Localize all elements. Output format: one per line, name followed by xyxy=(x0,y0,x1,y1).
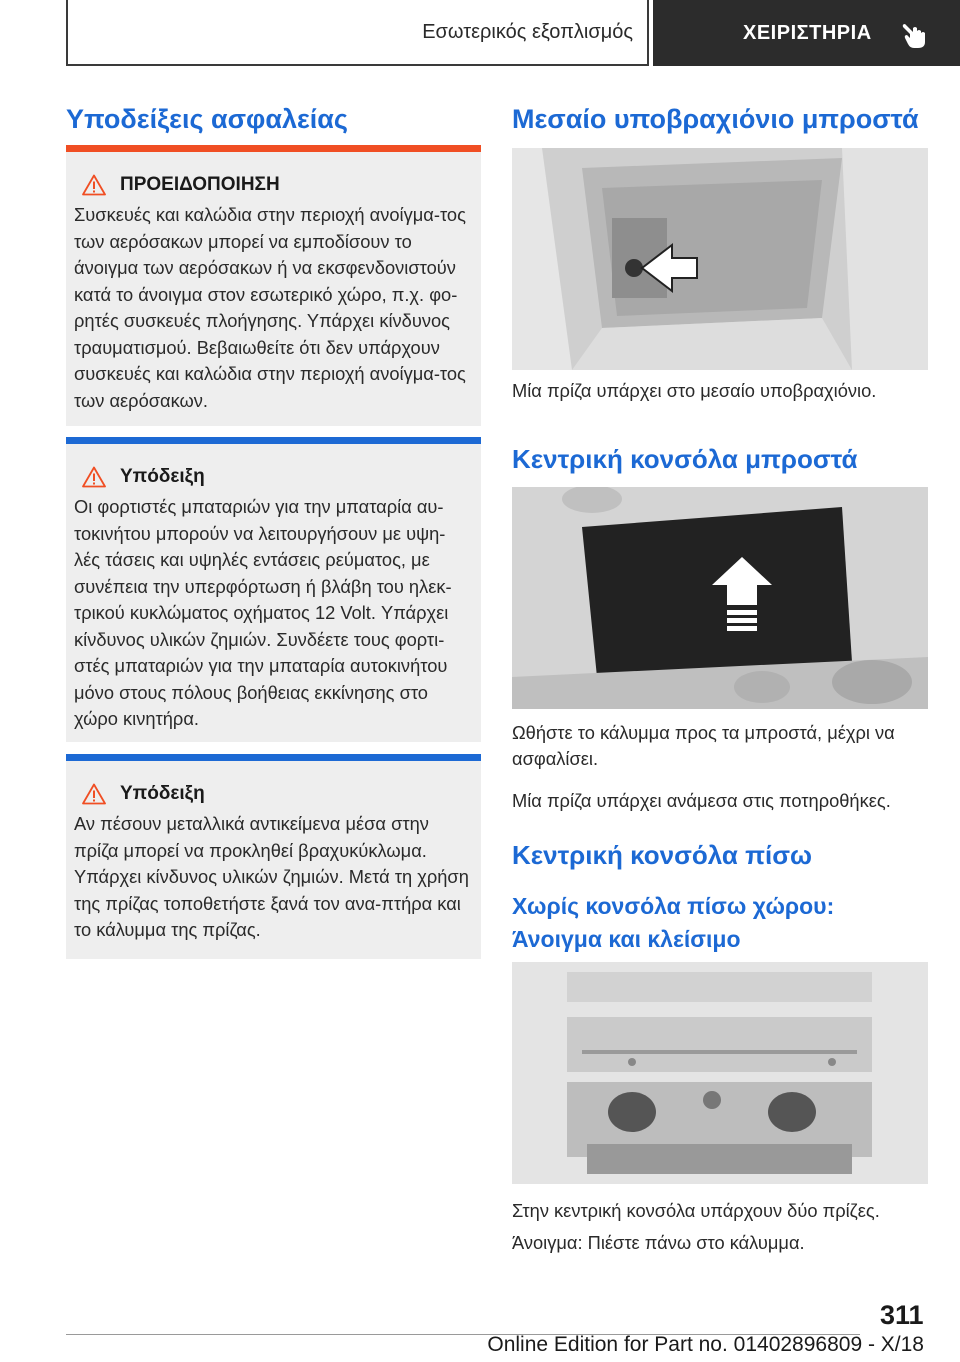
warning-triangle-icon xyxy=(82,174,106,196)
section-title-armrest: Μεσαίο υποβραχιόνιο μπροστά xyxy=(512,104,919,134)
notice-triangle-icon xyxy=(82,466,106,488)
notice-heading-2 xyxy=(74,783,469,805)
front-console-caption-b: Μία πρίζα υπάρχει ανάμεσα στις ποτηροθήκες. xyxy=(512,790,891,811)
header-chapter-tab xyxy=(653,0,960,66)
warning-box xyxy=(66,152,481,426)
warning-text: Συσκευές και καλώδια στην περιοχή ανοίγμα-τος των αερόσακων μπορεί να εμποδίσουν το άνοιγμα των αερόσακων ή να εκσφενδονιστούν κατά το άνοιγμα στον εσωτερικό χώρο, π.χ. φο-ρητές συσκευές πλοήγησης. Υπάρχει κίνδυνος τραυματισμού. Βεβαιωθείτε ότι δεν υπάρχουν συσκευές και καλώδια στην περιοχή ανοίγμα-τος των αερόσακων. xyxy=(74,204,466,411)
rear-console-caption-a: Στην κεντρική κονσόλα υπάρχουν δύο πρίζες. xyxy=(512,1200,880,1221)
warning-rule xyxy=(66,145,481,152)
warning-heading xyxy=(74,174,469,196)
rear-console-caption-b: Άνοιγμα: Πιέστε πάνω στο κάλυμμα. xyxy=(512,1232,805,1253)
header-chapter-label: ΧΕΙΡΙΣΤΗΡΙΑ xyxy=(743,21,872,44)
notice-rule-2 xyxy=(66,754,481,761)
notice-text-1: Οι φορτιστές μπαταριών για την μπαταρία αυ-τοκινήτου μπορούν να λειτουργήσουν με υψη-λές τάσεις και υψηλές εντάσεις ρεύματος, με συνέπεια την υπερφόρτωση ή βλάβη του ηλεκ-τρικού κυκλώματος οχήματος 12 Volt. Υπάρχει κίνδυνος υλικών ζημιών. Συνδέετε τους φορτι-στές μπαταριών για την μπαταρία αυτοκινήτου μόνο στους πόλους βοήθειας εκκίνησης στο χώρο κινητήρα. xyxy=(74,496,452,729)
armrest-photo xyxy=(512,148,928,370)
rear-console-photo xyxy=(512,962,928,1184)
front-console-caption-a: Ωθήστε το κάλυμμα προς τα μπροστά, μέχρι να ασφαλίσει. xyxy=(512,722,895,769)
notice-box-2 xyxy=(66,761,481,959)
header-section-tab xyxy=(66,0,649,66)
notice-heading-1 xyxy=(74,466,469,488)
pointing-hand-icon xyxy=(901,20,929,50)
page-number: 311 xyxy=(880,1300,924,1330)
footer-edition: Online Edition for Part no. 01402896809 - X/18 xyxy=(487,1333,924,1356)
subsection-title-open-close: Χωρίς κονσόλα πίσω χώρου: Άνοιγμα και κλείσιμο xyxy=(512,893,835,952)
armrest-caption: Μία πρίζα υπάρχει στο μεσαίο υποβραχιόνιο. xyxy=(512,380,877,401)
notice-heading-text-2: Υπόδειξη xyxy=(120,783,205,804)
section-title-front-console: Κεντρική κονσόλα μπροστά xyxy=(512,444,858,474)
notice-rule-1 xyxy=(66,437,481,444)
notice-text-2: Αν πέσουν μεταλλικά αντικείμενα μέσα στην πρίζα μπορεί να προκληθεί βραχυκύκλωμα. Υπάρχει κίνδυνος υλικών ζημιών. Μετά τη χρήση της πρίζας τοποθετήστε ξανά τον ανα-πτήρα και το κάλυμμα της πρίζας. xyxy=(74,813,469,940)
notice-triangle-icon xyxy=(82,783,106,805)
header-section-label: Εσωτερικός εξοπλισμός xyxy=(422,20,633,43)
warning-heading-text: ΠΡΟΕΙΔΟΠΟΙΗΣΗ xyxy=(120,174,280,195)
section-title-rear-console: Κεντρική κονσόλα πίσω xyxy=(512,840,812,870)
front-console-photo xyxy=(512,487,928,709)
page-title-safety: Υποδείξεις ασφαλείας xyxy=(66,104,348,134)
notice-heading-text-1: Υπόδειξη xyxy=(120,466,205,487)
notice-box-1 xyxy=(66,444,481,742)
